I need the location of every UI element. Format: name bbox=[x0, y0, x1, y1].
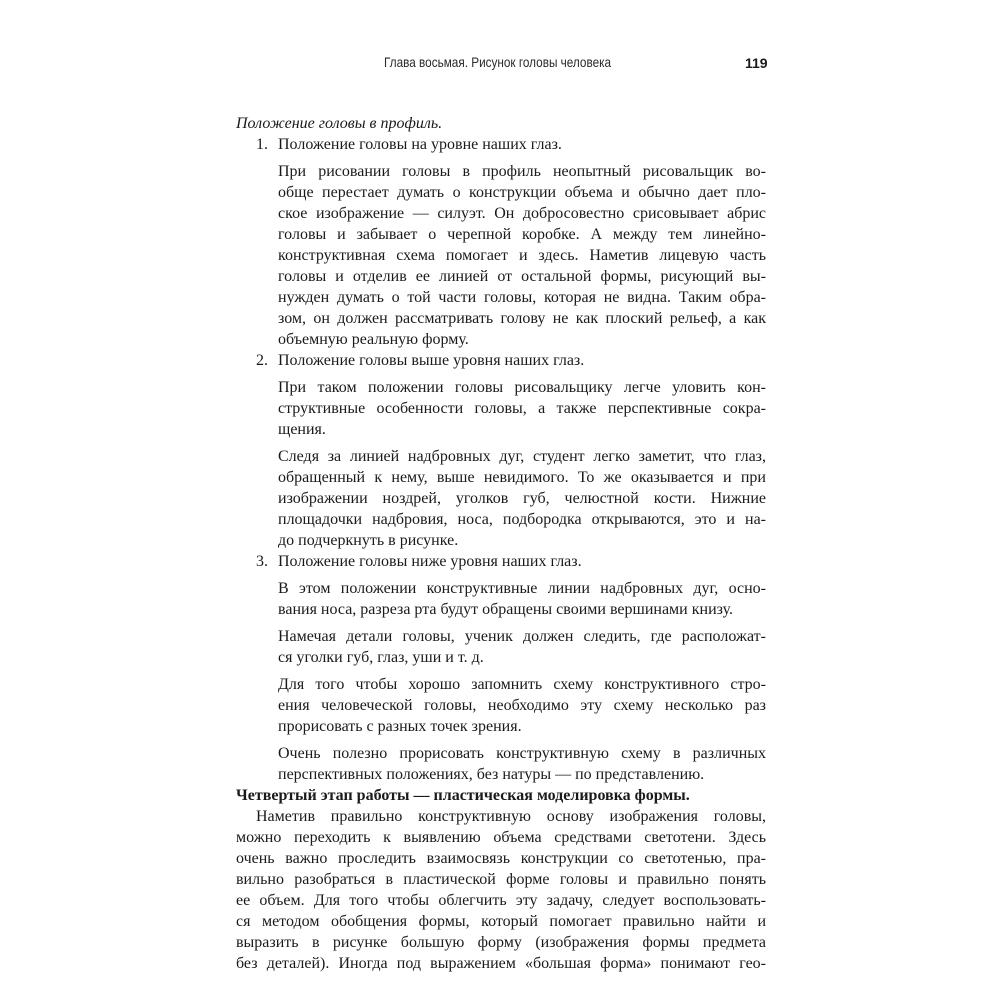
list-item-number: 1. bbox=[256, 136, 268, 153]
list-item-title bbox=[236, 551, 766, 572]
paragraph-line: можно переходить к выявлению объема средствами светотени. Здесь bbox=[236, 829, 766, 846]
paragraph-line: ся уголки губ, глаз, уши и т. д. bbox=[278, 649, 484, 666]
paragraph-line: перспективных положениях, без натуры — по представлению. bbox=[278, 766, 705, 783]
paragraph-line: конструктивная схема помогает и здесь. Наметив лицевую часть bbox=[278, 247, 766, 264]
paragraph-line: обще перестает думать о конструкции объема и обычно дает пло- bbox=[278, 184, 766, 201]
paragraph-line: ения человеческой головы, необходимо эту схему несколько раз bbox=[278, 697, 766, 714]
paragraph-line: объемную реальную форму. bbox=[278, 331, 469, 348]
paragraph-line: прорисовать с разных точек зрения. bbox=[278, 718, 522, 735]
paragraph-line: без деталей). Иногда под выражением «большая форма» понимают гео- bbox=[236, 955, 766, 972]
running-head: Глава восьмая. Рисунок головы человека bbox=[384, 54, 612, 70]
paragraph-line: ее объем. Для того чтобы облегчить эту задачу, следует воспользовать- bbox=[236, 892, 766, 909]
paragraph-line: головы и отделив ее линией от остальной формы, рисующий вы- bbox=[278, 268, 766, 285]
page-number: 119 bbox=[745, 55, 768, 71]
paragraph-line: нужден думать о той части головы, которая не видна. Таким обра- bbox=[278, 289, 766, 306]
list-item-title bbox=[236, 134, 766, 155]
paragraph-line: вания носа, разреза рта будут обращены своими вершинами книзу. bbox=[278, 601, 734, 618]
paragraph-line: Наметив правильно конструктивную основу изображения головы, bbox=[256, 808, 766, 825]
stage-heading: Четвертый этап работы — пластическая моделировка формы. bbox=[236, 787, 690, 804]
paragraph-line: Следя за линией надбровных дуг, студент легко заметит, что глаз, bbox=[278, 448, 766, 465]
list-item-number: 2. bbox=[256, 352, 268, 369]
paragraph-line: зом, он должен рассматривать голову не как плоский рельеф, а как bbox=[278, 310, 766, 327]
paragraph-line: до подчеркнуть в рисунке. bbox=[278, 532, 459, 549]
body-text bbox=[236, 113, 766, 974]
list-item-title-text: Положение головы ниже уровня наших глаз. bbox=[278, 553, 582, 570]
paragraph-line: выразить в рисунке большую форму (изображения формы предмета bbox=[236, 934, 766, 951]
paragraph-line: головы и забывает о черепной коробке. А между тем линейно- bbox=[278, 226, 766, 243]
paragraph-line: В этом положении конструктивные линии надбровных дуг, осно- bbox=[278, 580, 766, 597]
paragraph-line: структивные особенности головы, а также перспективные сокра- bbox=[278, 400, 766, 417]
paragraph-line: очень важно проследить взаимосвязь конструкции со светотенью, пра- bbox=[236, 850, 766, 867]
paragraph-line: обращенный к нему, выше невидимого. То же оказывается и при bbox=[278, 469, 766, 486]
list-item-title-text: Положение головы выше уровня наших глаз. bbox=[278, 352, 585, 369]
list-item-title bbox=[236, 350, 766, 371]
paragraph-line: вильно разобраться в пластической форме головы и правильно понять bbox=[236, 871, 766, 888]
paragraph-line: Для того чтобы хорошо запомнить схему конструктивного стро- bbox=[278, 676, 766, 693]
paragraph-line: Намечая детали головы, ученик должен следить, где расположат- bbox=[278, 628, 766, 645]
paragraph-line: Очень полезно прорисовать конструктивную схему в различных bbox=[278, 745, 766, 762]
list-item-number: 3. bbox=[256, 553, 268, 570]
list-item-title-text: Положение головы на уровне наших глаз. bbox=[278, 136, 562, 153]
paragraph-line: ся методом обобщения формы, который помогает правильно найти и bbox=[236, 913, 766, 930]
paragraph-line: ское изображение — силуэт. Он добросовестно срисовывает абрис bbox=[278, 205, 766, 222]
paragraph-line: При таком положении головы рисовальщику легче уловить кон- bbox=[278, 379, 766, 396]
paragraph-line: площадочки надбровия, носа, подбородка открываются, это и на- bbox=[278, 511, 766, 528]
section-subheading: Положение головы в профиль. bbox=[236, 115, 443, 132]
paragraph-line: щения. bbox=[278, 421, 326, 438]
paragraph-line: При рисовании головы в профиль неопытный рисовальщик во- bbox=[278, 163, 766, 180]
paragraph-line: изображении ноздрей, уголков губ, челюстной кости. Нижние bbox=[278, 490, 766, 507]
